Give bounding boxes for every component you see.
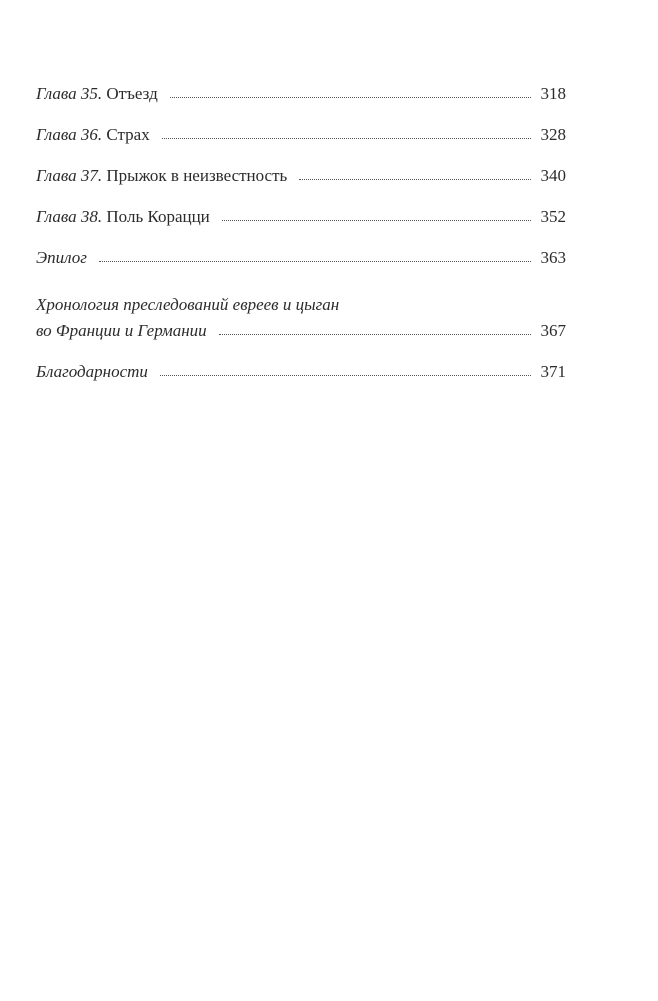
page-number: 340: [540, 166, 566, 185]
toc-entry-chapter-36: [36, 123, 566, 164]
dot-leader: [222, 220, 531, 221]
toc-entry-epilogue: [36, 246, 566, 287]
toc-entry-title: Эпилог: [36, 248, 87, 267]
dot-leader: [299, 179, 530, 180]
dot-leader: [170, 97, 531, 98]
toc-entry-title: [36, 205, 222, 229]
chapter-name: Страх: [106, 125, 150, 144]
toc-entry-title: во Франции и Германии: [36, 321, 207, 340]
table-of-contents: [36, 82, 566, 401]
page-number: 352: [540, 207, 566, 226]
toc-entry-chapter-37: [36, 164, 566, 205]
chapter-label: Глава 36.: [36, 125, 103, 144]
toc-entry-title: [36, 123, 162, 147]
toc-entry-acknowledgements: [36, 360, 566, 401]
toc-entry-chapter-38: [36, 205, 566, 246]
page-number: 318: [540, 84, 566, 103]
chapter-label: Глава 38.: [36, 207, 103, 226]
chapter-name: Отъезд: [106, 84, 158, 103]
dot-leader: [160, 375, 531, 376]
page-number: 371: [540, 362, 566, 381]
toc-entry-title: [36, 164, 299, 188]
chapter-label: Глава 35.: [36, 84, 103, 103]
page-number: 363: [540, 248, 566, 267]
page-number: 367: [540, 321, 566, 340]
chapter-name: Прыжок в неизвестность: [106, 166, 288, 185]
toc-entry-title: [36, 82, 170, 106]
chapter-name: Поль Корацци: [106, 207, 210, 226]
dot-leader: [99, 261, 531, 262]
dot-leader: [219, 334, 531, 335]
toc-entry-chronology-title-line1: Хронология преследований евреев и цыган: [36, 295, 340, 314]
page-number: 328: [540, 125, 566, 144]
toc-entry-title: Благодарности: [36, 362, 148, 381]
chapter-label: Глава 37.: [36, 166, 103, 185]
toc-entry-chronology: [36, 319, 566, 360]
toc-entry-chapter-35: [36, 82, 566, 123]
dot-leader: [162, 138, 531, 139]
